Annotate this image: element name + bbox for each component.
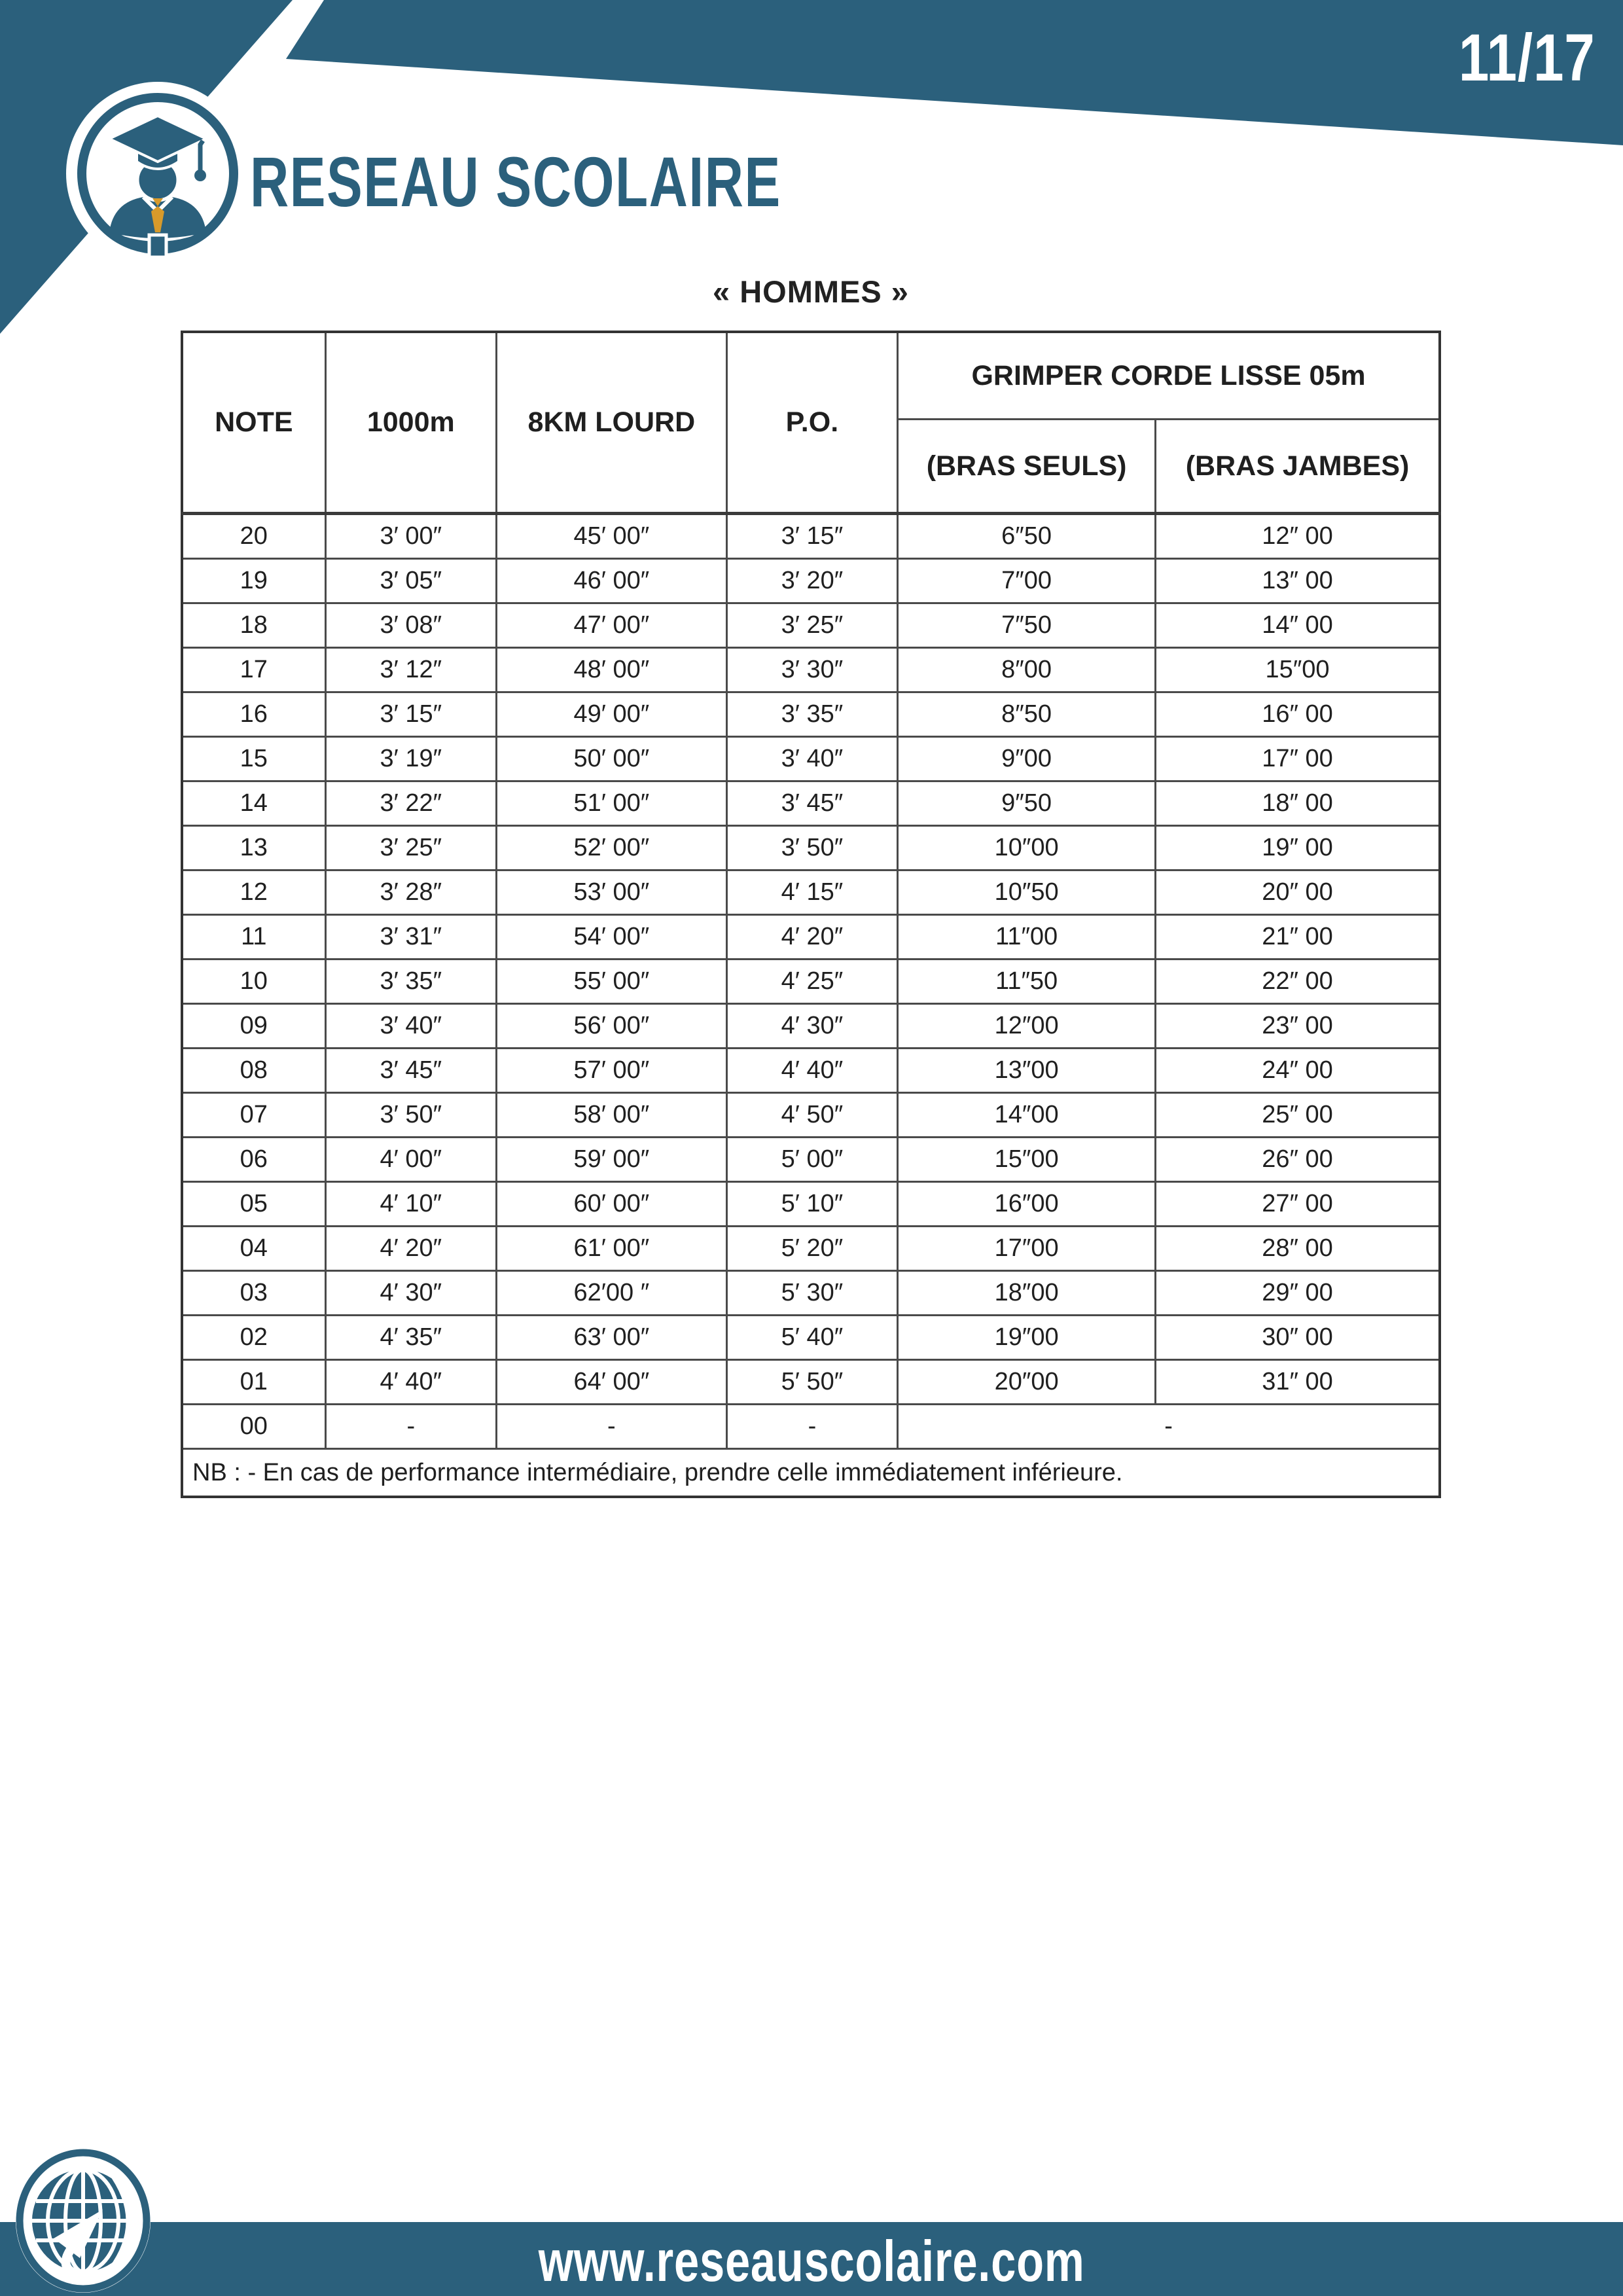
value-cell: 26″ 00: [1156, 1138, 1440, 1182]
value-cell: 3′ 35″: [726, 692, 897, 737]
value-cell: 47′ 00″: [496, 603, 726, 648]
value-cell: 6″50: [898, 514, 1156, 559]
value-cell: 48′ 00″: [496, 648, 726, 692]
value-cell: 3′ 22″: [325, 781, 496, 826]
table-row: [182, 514, 1440, 559]
value-cell: -: [325, 1405, 496, 1449]
value-cell: 3′ 35″: [325, 960, 496, 1004]
value-cell: 19″00: [898, 1316, 1156, 1360]
value-cell: 62′00 ″: [496, 1271, 726, 1316]
table-row: [182, 1138, 1440, 1182]
value-cell: 3′ 05″: [325, 559, 496, 603]
table-body: [182, 514, 1440, 1449]
note-cell: 01: [182, 1360, 325, 1405]
value-cell: 20″ 00: [1156, 870, 1440, 915]
note-cell: 16: [182, 692, 325, 737]
value-cell: 8″50: [898, 692, 1156, 737]
col-header-po: P.O.: [726, 332, 897, 514]
value-cell: 3′ 12″: [325, 648, 496, 692]
graduate-logo-icon: [66, 82, 249, 265]
value-cell: 3′ 25″: [726, 603, 897, 648]
globe-arrow-icon: [14, 2148, 152, 2293]
value-cell: 7″00: [898, 559, 1156, 603]
note-cell: 13: [182, 826, 325, 870]
value-cell: 7″50: [898, 603, 1156, 648]
col-header-note: NOTE: [182, 332, 325, 514]
value-cell: 50′ 00″: [496, 737, 726, 781]
value-cell: 15″00: [1156, 648, 1440, 692]
value-cell: -: [496, 1405, 726, 1449]
value-cell: 23″ 00: [1156, 1004, 1440, 1049]
table-note: NB : - En cas de performance intermédiaire, prendre celle immédiatement inférieure.: [182, 1449, 1440, 1498]
grading-table: [181, 331, 1441, 1498]
value-cell: 21″ 00: [1156, 915, 1440, 960]
table-row: [182, 1227, 1440, 1271]
brand-name: RESEAU SCOLAIRE: [250, 142, 781, 221]
value-cell: 10″50: [898, 870, 1156, 915]
value-cell: 20″00: [898, 1360, 1156, 1405]
note-cell: 17: [182, 648, 325, 692]
table-row: [182, 1004, 1440, 1049]
value-cell: -: [726, 1405, 897, 1449]
note-cell: 12: [182, 870, 325, 915]
table-row: [182, 1049, 1440, 1093]
note-cell: 08: [182, 1049, 325, 1093]
value-cell: 16″00: [898, 1182, 1156, 1227]
value-cell: 3′ 40″: [726, 737, 897, 781]
value-cell: 5′ 50″: [726, 1360, 897, 1405]
value-cell: -: [898, 1405, 1440, 1449]
note-cell: 11: [182, 915, 325, 960]
value-cell: 9″50: [898, 781, 1156, 826]
value-cell: 14″ 00: [1156, 603, 1440, 648]
value-cell: 55′ 00″: [496, 960, 726, 1004]
note-cell: 07: [182, 1093, 325, 1138]
value-cell: 5′ 10″: [726, 1182, 897, 1227]
value-cell: 24″ 00: [1156, 1049, 1440, 1093]
table-row: [182, 692, 1440, 737]
table-row: [182, 603, 1440, 648]
note-cell: 00: [182, 1405, 325, 1449]
value-cell: 4′ 40″: [726, 1049, 897, 1093]
value-cell: 11″50: [898, 960, 1156, 1004]
value-cell: 4′ 15″: [726, 870, 897, 915]
value-cell: 63′ 00″: [496, 1316, 726, 1360]
table-note-row: [182, 1449, 1440, 1498]
note-cell: 15: [182, 737, 325, 781]
value-cell: 12″ 00: [1156, 514, 1440, 559]
value-cell: 4′ 35″: [325, 1316, 496, 1360]
value-cell: 61′ 00″: [496, 1227, 726, 1271]
value-cell: 4′ 10″: [325, 1182, 496, 1227]
value-cell: 12″00: [898, 1004, 1156, 1049]
value-cell: 3′ 30″: [726, 648, 897, 692]
value-cell: 5′ 30″: [726, 1271, 897, 1316]
value-cell: 64′ 00″: [496, 1360, 726, 1405]
note-cell: 14: [182, 781, 325, 826]
table-row: [182, 781, 1440, 826]
value-cell: 49′ 00″: [496, 692, 726, 737]
value-cell: 19″ 00: [1156, 826, 1440, 870]
value-cell: 3′ 45″: [325, 1049, 496, 1093]
note-cell: 04: [182, 1227, 325, 1271]
value-cell: 3′ 20″: [726, 559, 897, 603]
value-cell: 58′ 00″: [496, 1093, 726, 1138]
value-cell: 3′ 08″: [325, 603, 496, 648]
col-header-8km: 8KM LOURD: [496, 332, 726, 514]
note-cell: 03: [182, 1271, 325, 1316]
note-cell: 19: [182, 559, 325, 603]
table-row: [182, 1360, 1440, 1405]
table-row: [182, 870, 1440, 915]
table-row: [182, 1271, 1440, 1316]
value-cell: 54′ 00″: [496, 915, 726, 960]
value-cell: 16″ 00: [1156, 692, 1440, 737]
value-cell: 3′ 50″: [325, 1093, 496, 1138]
value-cell: 57′ 00″: [496, 1049, 726, 1093]
value-cell: 18″ 00: [1156, 781, 1440, 826]
value-cell: 13″ 00: [1156, 559, 1440, 603]
value-cell: 27″ 00: [1156, 1182, 1440, 1227]
table-row: [182, 1405, 1440, 1449]
table-row: [182, 648, 1440, 692]
value-cell: 45′ 00″: [496, 514, 726, 559]
value-cell: 31″ 00: [1156, 1360, 1440, 1405]
value-cell: 3′ 19″: [325, 737, 496, 781]
value-cell: 17″00: [898, 1227, 1156, 1271]
value-cell: 4′ 40″: [325, 1360, 496, 1405]
value-cell: 11″00: [898, 915, 1156, 960]
note-cell: 18: [182, 603, 325, 648]
value-cell: 3′ 40″: [325, 1004, 496, 1049]
value-cell: 60′ 00″: [496, 1182, 726, 1227]
value-cell: 59′ 00″: [496, 1138, 726, 1182]
value-cell: 9″00: [898, 737, 1156, 781]
value-cell: 18″00: [898, 1271, 1156, 1316]
value-cell: 17″ 00: [1156, 737, 1440, 781]
table-row: [182, 1182, 1440, 1227]
table-row: [182, 737, 1440, 781]
note-cell: 10: [182, 960, 325, 1004]
value-cell: 14″00: [898, 1093, 1156, 1138]
note-cell: 20: [182, 514, 325, 559]
col-header-bras-seuls: (BRAS SEULS): [898, 420, 1156, 514]
value-cell: 56′ 00″: [496, 1004, 726, 1049]
value-cell: 4′ 25″: [726, 960, 897, 1004]
value-cell: 3′ 45″: [726, 781, 897, 826]
value-cell: 3′ 00″: [325, 514, 496, 559]
value-cell: 30″ 00: [1156, 1316, 1440, 1360]
note-cell: 06: [182, 1138, 325, 1182]
value-cell: 29″ 00: [1156, 1271, 1440, 1316]
value-cell: 53′ 00″: [496, 870, 726, 915]
value-cell: 3′ 50″: [726, 826, 897, 870]
value-cell: 5′ 40″: [726, 1316, 897, 1360]
col-header-grimper-group: GRIMPER CORDE LISSE 05m: [898, 332, 1440, 420]
website-url: www.reseauscolaire.com: [538, 2229, 1085, 2293]
note-cell: 05: [182, 1182, 325, 1227]
value-cell: 4′ 20″: [325, 1227, 496, 1271]
value-cell: 5′ 20″: [726, 1227, 897, 1271]
value-cell: 3′ 28″: [325, 870, 496, 915]
value-cell: 4′ 20″: [726, 915, 897, 960]
table-row: [182, 559, 1440, 603]
value-cell: 15″00: [898, 1138, 1156, 1182]
value-cell: 3′ 25″: [325, 826, 496, 870]
value-cell: 3′ 15″: [726, 514, 897, 559]
value-cell: 22″ 00: [1156, 960, 1440, 1004]
col-header-1000m: 1000m: [325, 332, 496, 514]
table-row: [182, 960, 1440, 1004]
table-row: [182, 826, 1440, 870]
value-cell: 13″00: [898, 1049, 1156, 1093]
table-row: [182, 1316, 1440, 1360]
page-number: 11/17: [1459, 20, 1596, 95]
value-cell: 5′ 00″: [726, 1138, 897, 1182]
value-cell: 51′ 00″: [496, 781, 726, 826]
value-cell: 46′ 00″: [496, 559, 726, 603]
value-cell: 4′ 50″: [726, 1093, 897, 1138]
note-cell: 09: [182, 1004, 325, 1049]
table-row: [182, 915, 1440, 960]
col-header-bras-jambes: (BRAS JAMBES): [1156, 420, 1440, 514]
note-cell: 02: [182, 1316, 325, 1360]
value-cell: 4′ 30″: [325, 1271, 496, 1316]
value-cell: 8″00: [898, 648, 1156, 692]
value-cell: 28″ 00: [1156, 1227, 1440, 1271]
value-cell: 10″00: [898, 826, 1156, 870]
value-cell: 52′ 00″: [496, 826, 726, 870]
value-cell: 4′ 00″: [325, 1138, 496, 1182]
value-cell: 3′ 31″: [325, 915, 496, 960]
table-header-row-top: [182, 332, 1440, 420]
table-row: [182, 1093, 1440, 1138]
value-cell: 25″ 00: [1156, 1093, 1440, 1138]
value-cell: 3′ 15″: [325, 692, 496, 737]
value-cell: 4′ 30″: [726, 1004, 897, 1049]
document-title: « HOMMES »: [713, 274, 909, 309]
